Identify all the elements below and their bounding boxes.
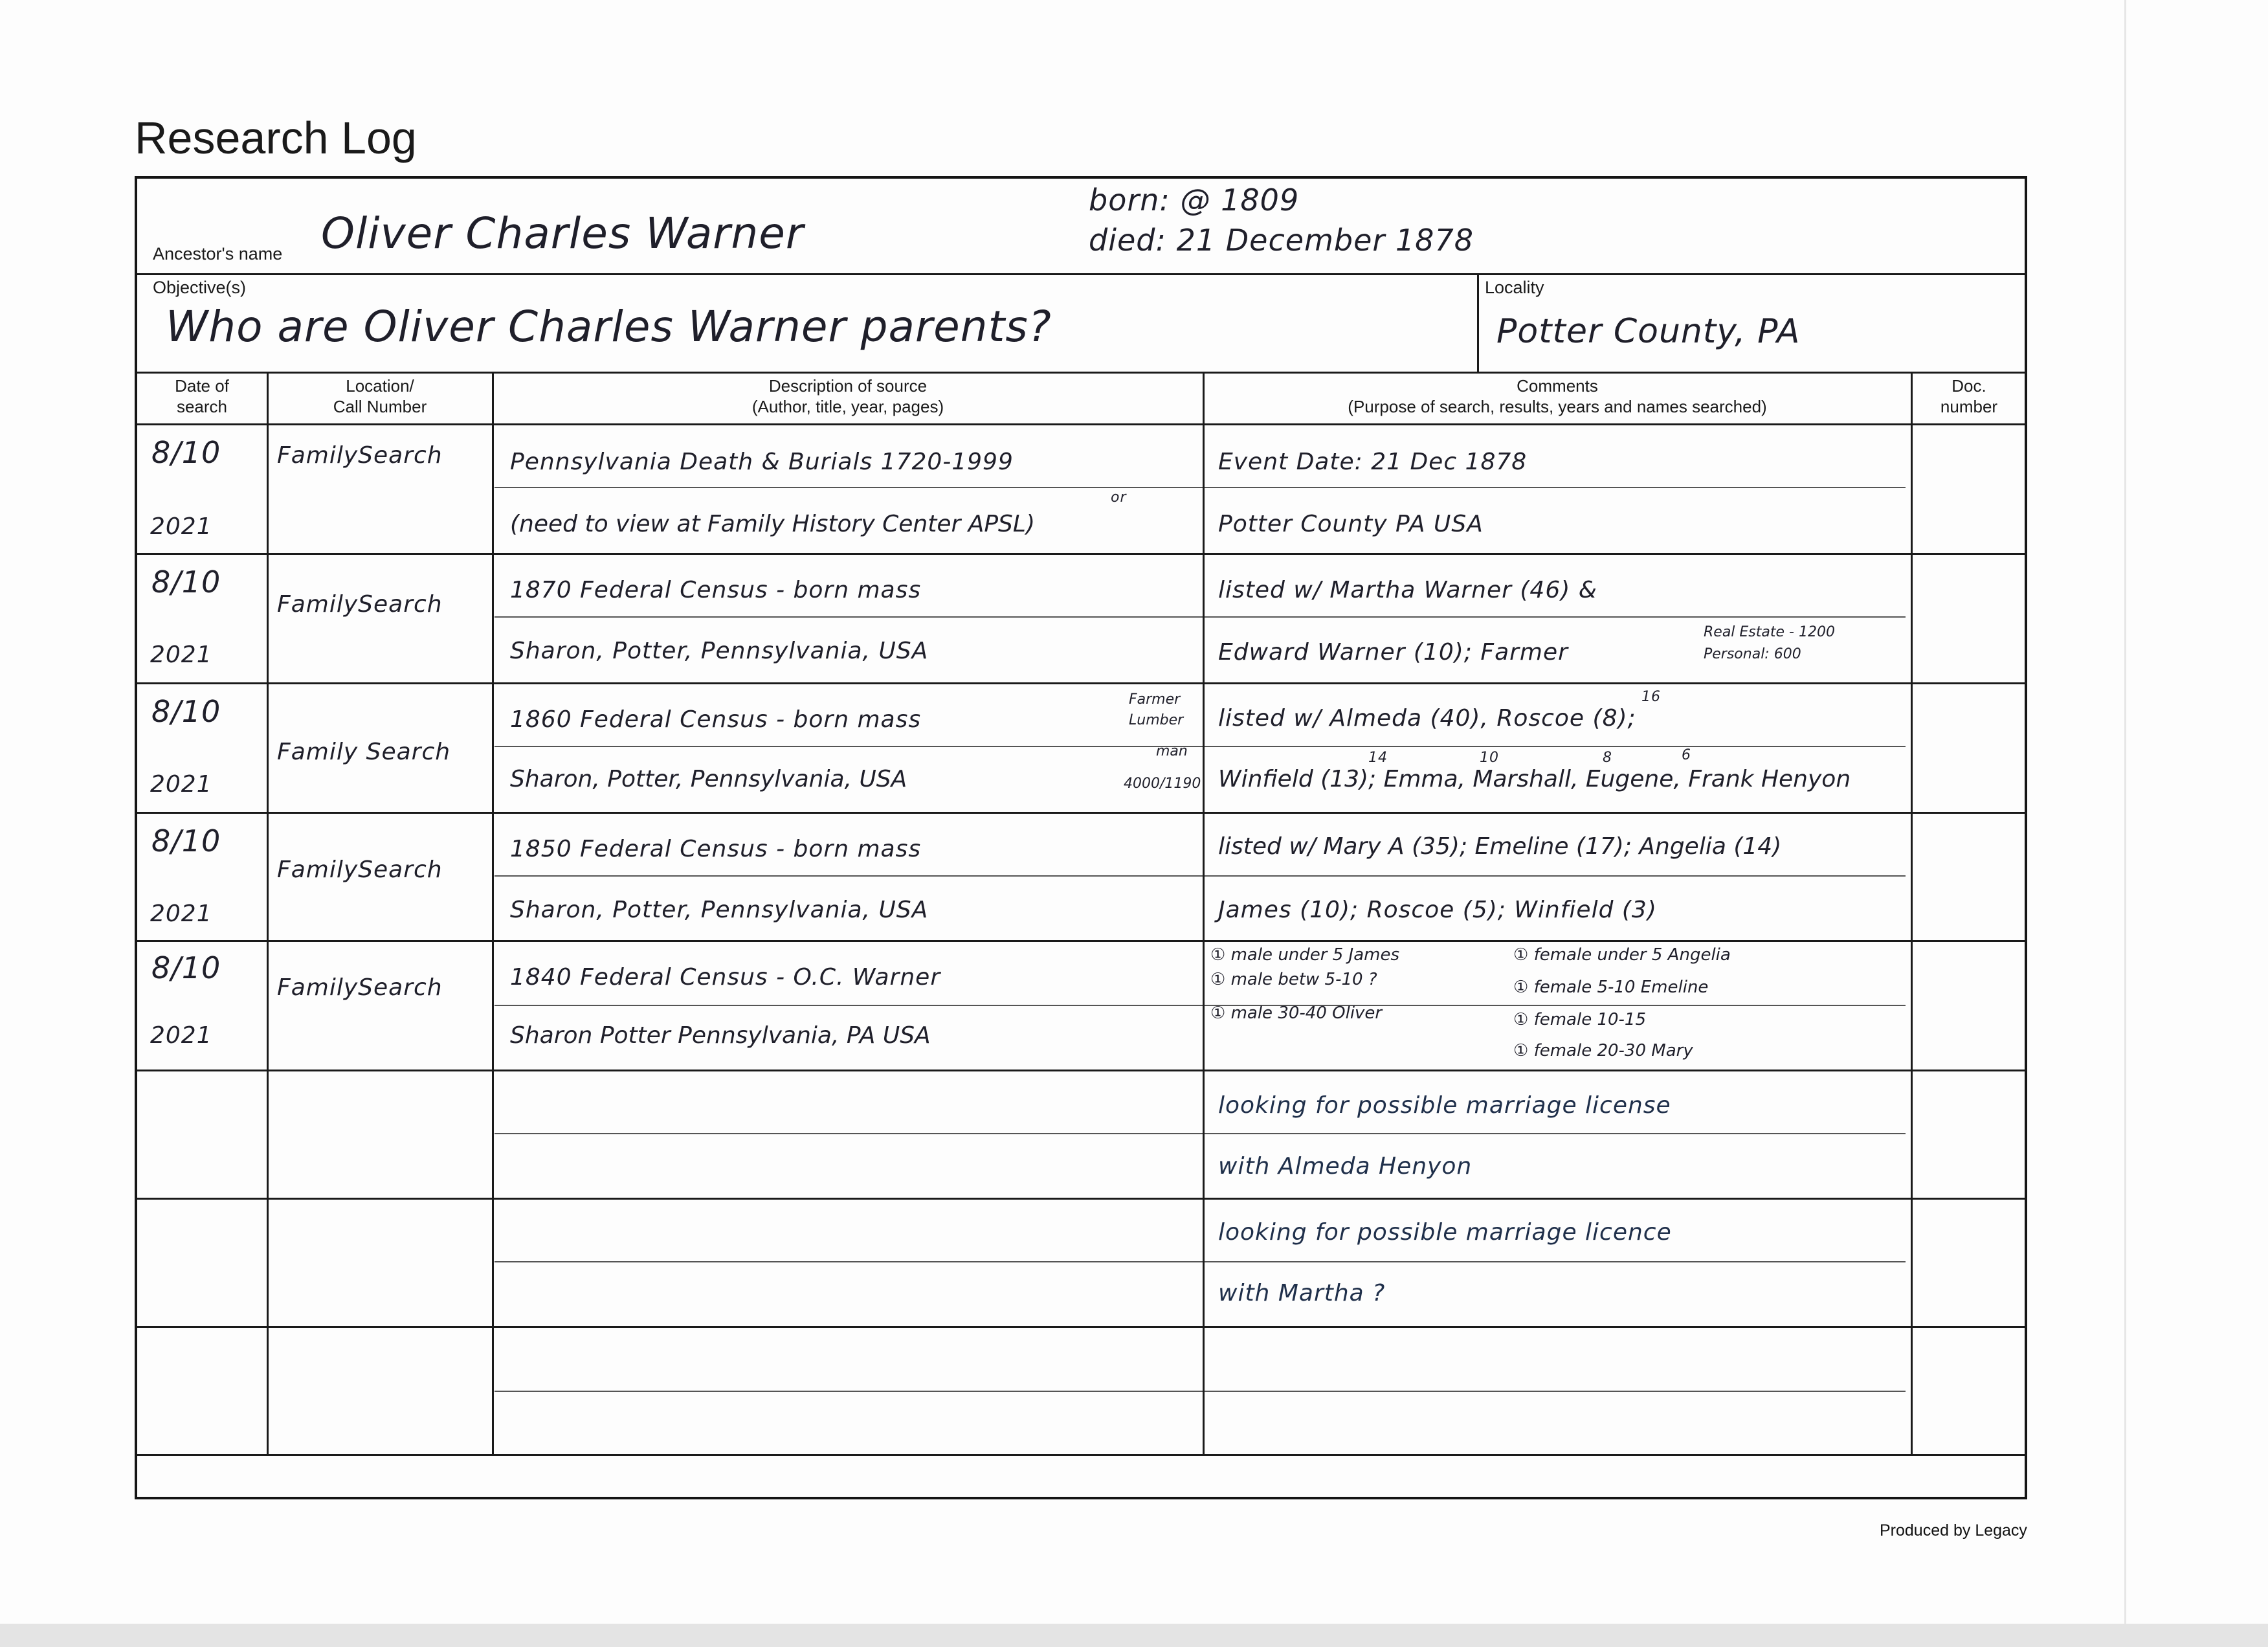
row-comment-note: ① female under 5 Angelia (1513, 945, 1731, 965)
row-comment-note: Real Estate - 1200 (1704, 624, 1835, 640)
row-date-month-day: 8/10 (151, 435, 221, 470)
row-comment-line1: looking for possible marriage license (1218, 1092, 1671, 1119)
row-description-line2: Sharon, Potter, Pennsylvania, USA (510, 638, 929, 664)
col-header-description: Description of source (Author, title, year, pages) (751, 376, 944, 416)
row-location: Family Search (277, 739, 451, 765)
row-comment-note: ① male betw 5-10 ? (1210, 970, 1377, 989)
col-header-date: Date of search (175, 376, 229, 416)
row-date-year: 2021 (150, 642, 212, 668)
row-comment-note: 6 (1682, 747, 1691, 763)
row-mid-rule (495, 875, 1906, 877)
rule-after-ancestor (137, 273, 2027, 275)
ancestor-label: Ancestor's name (153, 244, 283, 263)
row-date-month-day: 8/10 (151, 824, 221, 858)
row-comment-line1: looking for possible marriage licence (1218, 1219, 1672, 1246)
row-description-line1: 1850 Federal Census - born mass (510, 836, 922, 862)
row-date-year: 2021 (150, 771, 212, 798)
objective-label: Objective(s) (153, 278, 247, 297)
row-rule (137, 553, 2027, 555)
col-header-doc: Doc. number (1940, 376, 1998, 416)
rule-after-column-headers (137, 423, 2027, 425)
research-log-table (135, 176, 2027, 1499)
died-note: died: 21 December 1878 (1089, 223, 1474, 258)
rule-after-objective (137, 372, 2027, 374)
row-rule (137, 812, 2027, 814)
row-comment-line2: Winfield (13); Emma, Marshall, Eugene, Frank Henyon (1218, 766, 1851, 792)
row-mid-rule (495, 746, 1906, 747)
row-description-note: man (1156, 743, 1188, 759)
row-comment-note: 14 (1368, 750, 1388, 766)
row-comment-line1: listed w/ Almeda (40), Roscoe (8); (1218, 705, 1636, 732)
row-comment-line2: Edward Warner (10); Farmer (1218, 639, 1568, 666)
row-comment-note: 16 (1641, 689, 1661, 705)
row-comment-line1: listed w/ Martha Warner (46) & (1218, 577, 1597, 603)
col-divider-location (492, 372, 494, 1455)
row-date-month-day: 8/10 (151, 950, 221, 985)
row-mid-rule (495, 487, 1906, 488)
row-description-note: or (1111, 489, 1127, 506)
row-comment-note: ① female 5-10 Emeline (1513, 978, 1709, 997)
row-description-line2: Sharon, Potter, Pennsylvania, USA (510, 766, 907, 792)
footer-credit: Produced by Legacy (1880, 1521, 2027, 1540)
row-comment-line1: Event Date: 21 Dec 1878 (1218, 449, 1528, 475)
row-description-note: Lumber (1129, 712, 1184, 728)
col-divider-date (267, 372, 269, 1455)
row-description-line2: (need to view at Family History Center APSL) (510, 511, 1036, 537)
col-divider-description (1203, 372, 1205, 1455)
row-rule (137, 940, 2027, 942)
row-date-year: 2021 (150, 1022, 212, 1049)
row-description-line2: Sharon Potter Pennsylvania, PA USA (510, 1022, 931, 1049)
row-date-year: 2021 (150, 901, 212, 927)
row-comment-note: 10 (1480, 750, 1499, 766)
objective-text: Who are Oliver Charles Warner parents? (166, 302, 1052, 352)
row-comment-note: ① female 20-30 Mary (1513, 1041, 1693, 1060)
row-description-line1: 1860 Federal Census - born mass (510, 706, 922, 733)
row-description-line2: Sharon, Potter, Pennsylvania, USA (510, 897, 929, 923)
row-location: FamilySearch (277, 974, 443, 1001)
row-mid-rule (495, 616, 1906, 618)
locality-divider (1477, 273, 1479, 373)
row-description-note: Farmer (1129, 691, 1181, 708)
row-location: FamilySearch (277, 591, 443, 618)
locality-label: Locality (1485, 278, 1544, 297)
row-comment-line2: James (10); Roscoe (5); Winfield (3) (1218, 897, 1657, 923)
row-description-line1: Pennsylvania Death & Burials 1720-1999 (510, 449, 1014, 475)
row-rule (137, 682, 2027, 684)
row-comment-note: ① male 30-40 Oliver (1210, 1003, 1383, 1023)
row-rule (137, 1454, 2027, 1456)
row-comment-note: 8 (1603, 750, 1612, 766)
row-comment-line1: listed w/ Mary A (35); Emeline (17); Angelia (14) (1218, 833, 1782, 860)
row-date-year: 2021 (150, 513, 212, 540)
row-rule (137, 1070, 2027, 1071)
row-date-month-day: 8/10 (151, 565, 221, 599)
col-divider-comments (1911, 372, 1913, 1455)
row-comment-note: Personal: 600 (1704, 646, 1801, 662)
row-mid-rule (495, 1005, 1906, 1006)
scan-edge (2124, 0, 2126, 1625)
scan-bottom-margin (0, 1624, 2268, 1647)
row-rule (137, 1326, 2027, 1328)
row-location: FamilySearch (277, 442, 443, 469)
row-mid-rule (495, 1261, 1906, 1262)
ancestor-name: Oliver Charles Warner (321, 208, 805, 258)
born-note: born: @ 1809 (1089, 183, 1300, 218)
locality-text: Potter County, PA (1496, 312, 1801, 351)
row-description-line1: 1870 Federal Census - born mass (510, 577, 922, 603)
row-rule (137, 1198, 2027, 1200)
row-comment-line2: with Martha ? (1218, 1280, 1386, 1306)
row-comment-note: ① female 10-15 (1513, 1010, 1647, 1029)
row-comment-line2: with Almeda Henyon (1218, 1153, 1473, 1180)
row-comment-note: ① male under 5 James (1210, 945, 1400, 965)
row-mid-rule (495, 1391, 1906, 1392)
row-description-line1: 1840 Federal Census - O.C. Warner (510, 964, 941, 991)
row-description-note: 4000/1190 (1124, 776, 1201, 792)
row-comment-line2: Potter County PA USA (1218, 511, 1484, 537)
row-date-month-day: 8/10 (151, 694, 221, 729)
page-title: Research Log (135, 113, 417, 163)
col-header-comments: Comments (Purpose of search, results, years and names searched) (1348, 376, 1767, 416)
row-mid-rule (495, 1133, 1906, 1134)
col-header-location: Location/ Call Number (333, 376, 427, 416)
row-location: FamilySearch (277, 857, 443, 883)
